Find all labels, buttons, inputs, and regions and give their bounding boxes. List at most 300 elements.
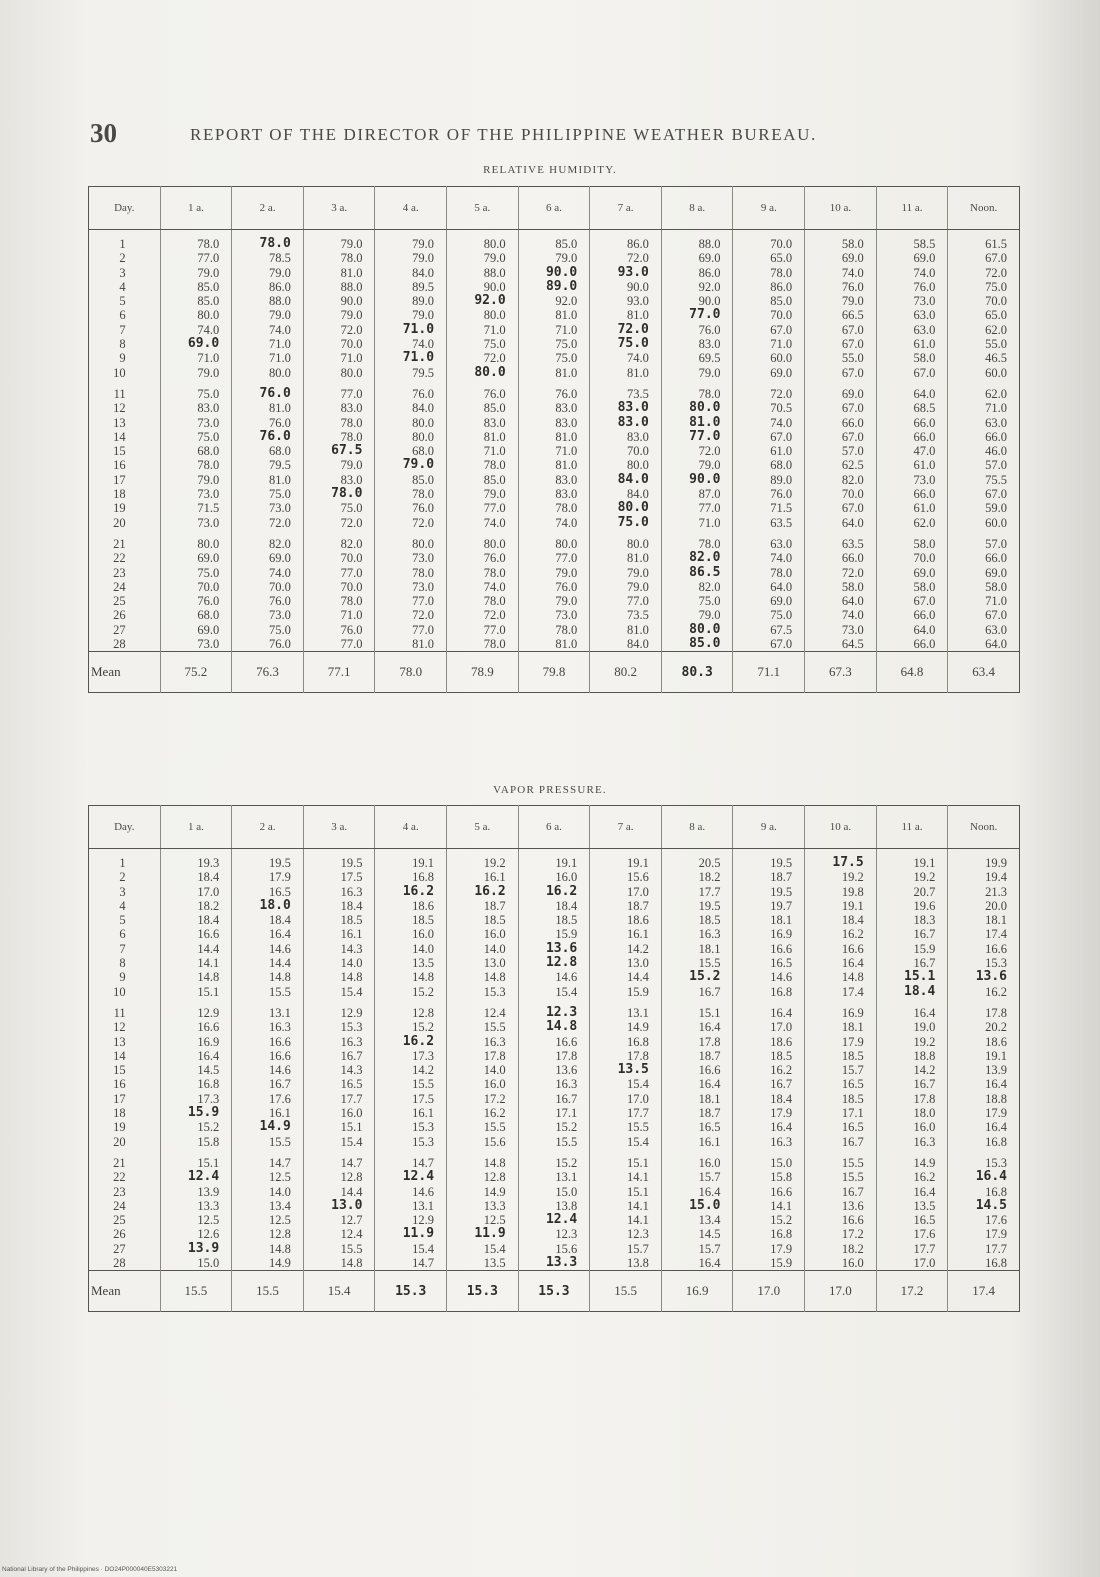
table-cell: 14.0 (340, 956, 363, 971)
table-cell: 79.0 (412, 308, 435, 323)
table-cell: 75.0 (985, 279, 1007, 294)
table-cell: 15.3 (985, 1155, 1007, 1170)
table-cell: 14.1 (627, 1198, 649, 1213)
mean-value: 17.0 (805, 1271, 877, 1312)
table-cell: 16.1 (412, 1106, 435, 1121)
table-cell: 76.0 (259, 428, 291, 444)
table-cell: 75.5 (985, 472, 1007, 487)
table-cell: 12.4 (483, 1005, 506, 1020)
column-header: 11 a. (876, 806, 948, 849)
table-cell: 16.6 (770, 941, 793, 956)
table-cell: 16.4 (985, 1120, 1007, 1135)
table-cell: 71.0 (985, 401, 1007, 416)
table-cell: 64.0 (770, 579, 793, 594)
table-cell: 16.8 (985, 1184, 1007, 1199)
table-cell: 75.0 (555, 351, 578, 366)
table-cell: 16.1 (268, 1106, 291, 1121)
table-cell: 15.4 (555, 984, 578, 999)
table-cell: 14.6 (555, 970, 578, 985)
mean-value: 76.3 (232, 652, 304, 693)
table-cell: 14.8 (340, 970, 363, 985)
table-cell: 74.0 (483, 515, 506, 530)
table-cell: 85.0 (197, 294, 220, 309)
table-cell: 72.0 (340, 322, 363, 337)
table-cell: 15.2 (770, 1213, 793, 1228)
table-cell: 17.7 (340, 1091, 363, 1106)
table-cell: 74.0 (483, 579, 506, 594)
table-cell: 17.2 (841, 1227, 864, 1242)
day-number: 15 (113, 1063, 126, 1078)
table-cell: 79.0 (698, 365, 721, 380)
table-cell: 19.2 (913, 1034, 936, 1049)
table-cell: 16.2 (474, 883, 506, 899)
table-cell: 15.5 (698, 956, 721, 971)
table-cell: 73.0 (913, 472, 936, 487)
table-cell: 17.2 (483, 1091, 506, 1106)
table-cell: 79.5 (412, 365, 435, 380)
table-cell: 66.0 (985, 551, 1007, 566)
column-header: 9 a. (733, 187, 805, 230)
table-cell: 18.1 (985, 913, 1007, 928)
table-cell: 75.0 (698, 594, 721, 609)
table-cell: 16.6 (841, 941, 864, 956)
day-number: 24 (113, 579, 126, 594)
table-cell: 64.0 (913, 386, 936, 401)
table-cell: 77.0 (412, 622, 435, 637)
table-cell: 12.4 (187, 1169, 220, 1185)
day-number: 8 (119, 956, 126, 971)
table-cell: 16.8 (770, 984, 793, 999)
table-cell: 12.8 (340, 1170, 363, 1185)
table-cell: 66.0 (913, 415, 936, 430)
day-number: 28 (113, 637, 126, 652)
hour-column (303, 849, 375, 1271)
table-cell: 15.6 (483, 1134, 506, 1149)
table-cell: 16.7 (913, 1077, 936, 1092)
day-number: 13 (113, 1034, 126, 1049)
table-cell: 16.3 (698, 927, 721, 942)
table-cell: 77.0 (483, 501, 506, 516)
table-cell: 13.1 (412, 1198, 435, 1213)
table-cell: 16.8 (197, 1077, 220, 1092)
table-cell: 74.0 (913, 265, 936, 280)
table-cell: 65.0 (985, 308, 1007, 323)
table-cell: 13.0 (331, 1197, 363, 1213)
table-cell: 46.5 (985, 351, 1007, 366)
table-cell: 79.0 (340, 458, 363, 473)
table-cell: 88.0 (698, 237, 721, 251)
table-cell: 77.0 (698, 501, 721, 516)
table-cell: 14.4 (627, 970, 649, 985)
table-cell: 75.0 (197, 565, 220, 580)
table-cell: 17.8 (483, 1048, 506, 1063)
column-header: 3 a. (303, 806, 375, 849)
table-cell: 76.0 (555, 386, 578, 401)
day-number: 14 (113, 429, 126, 444)
hour-column (805, 849, 877, 1271)
table-cell: 12.8 (483, 1170, 506, 1185)
table-cell: 76.0 (268, 594, 291, 609)
table-cell: 13.8 (555, 1198, 578, 1213)
table-cell: 58.0 (841, 237, 864, 251)
table-cell: 72.0 (340, 515, 363, 530)
table-cell: 80.0 (197, 536, 220, 551)
table-cell: 66.0 (841, 551, 864, 566)
table-cell: 64.0 (841, 594, 864, 609)
table-cell: 69.0 (985, 565, 1007, 580)
table-cell: 71.0 (483, 322, 506, 337)
table-cell: 78.0 (483, 637, 506, 652)
table-cell: 71.0 (268, 337, 291, 352)
table-cell: 17.7 (698, 884, 721, 899)
table-cell: 13.4 (698, 1213, 721, 1228)
table-cell: 73.0 (555, 608, 578, 623)
table-cell: 69.0 (187, 336, 220, 352)
relative-humidity-title: RELATIVE HUMIDITY. (483, 164, 617, 176)
table-cell: 93.0 (627, 294, 649, 309)
table-cell: 63.0 (985, 415, 1007, 430)
table-cell: 70.0 (770, 237, 793, 251)
day-number: 5 (119, 294, 126, 309)
table-cell: 16.0 (698, 1155, 721, 1170)
table-cell: 63.5 (770, 515, 793, 530)
table-cell: 12.4 (340, 1227, 363, 1242)
table-cell: 71.0 (555, 444, 578, 459)
table-cell: 58.0 (913, 351, 936, 366)
table-cell: 15.0 (555, 1184, 578, 1199)
day-number: 25 (113, 1213, 126, 1228)
table-cell: 16.5 (913, 1213, 936, 1228)
table-cell: 18.4 (904, 983, 936, 999)
table-cell: 14.2 (627, 941, 649, 956)
table-cell: 79.0 (841, 294, 864, 309)
table-cell: 79.0 (483, 487, 506, 502)
table-cell: 83.0 (617, 414, 649, 430)
table-cell: 71.5 (197, 501, 220, 516)
day-number: 20 (113, 515, 126, 530)
table-cell: 17.5 (340, 870, 363, 885)
table-cell: 57.0 (841, 444, 864, 459)
table-cell: 15.1 (627, 1155, 649, 1170)
table-cell: 15.4 (627, 1134, 649, 1149)
table-cell: 73.0 (197, 515, 220, 530)
table-cell: 85.0 (483, 472, 506, 487)
table-cell: 76.0 (259, 385, 291, 401)
table-cell: 14.1 (770, 1198, 793, 1213)
day-number: 27 (113, 622, 126, 637)
table-cell: 74.0 (197, 322, 220, 337)
table-cell: 80.0 (412, 429, 435, 444)
table-cell: 55.0 (841, 351, 864, 366)
table-cell: 16.0 (340, 1106, 363, 1121)
table-cell: 14.1 (197, 956, 220, 971)
column-header: 9 a. (733, 806, 805, 849)
table-cell: 14.3 (340, 941, 363, 956)
day-number: 1 (119, 856, 126, 870)
table-cell: 69.5 (698, 351, 721, 366)
hour-column (590, 230, 662, 652)
table-cell: 14.9 (913, 1155, 936, 1170)
table-cell: 73.0 (268, 501, 291, 516)
table-cell: 16.3 (913, 1134, 936, 1149)
mean-value: 15.5 (590, 1271, 662, 1312)
table-cell: 16.1 (627, 927, 649, 942)
table-cell: 13.9 (187, 1240, 220, 1256)
table-cell: 18.3 (913, 913, 936, 928)
table-cell: 80.0 (689, 621, 721, 637)
table-cell: 18.6 (985, 1034, 1007, 1049)
table-cell: 87.0 (698, 487, 721, 502)
table-cell: 19.9 (985, 856, 1007, 870)
table-cell: 64.5 (841, 637, 864, 652)
table-cell: 15.5 (268, 1134, 291, 1149)
table-cell: 15.4 (340, 1134, 363, 1149)
column-header: 1 a. (160, 187, 232, 230)
mean-value: 77.1 (303, 652, 375, 693)
table-cell: 12.9 (412, 1213, 435, 1228)
hour-column (661, 230, 733, 652)
column-header: 2 a. (232, 806, 304, 849)
table-cell: 81.0 (555, 637, 578, 652)
table-cell: 81.0 (340, 265, 363, 280)
table-cell: 15.9 (555, 927, 578, 942)
table-cell: 75.0 (268, 622, 291, 637)
table-cell: 19.1 (985, 1048, 1007, 1063)
table-cell: 74.0 (841, 608, 864, 623)
table-cell: 12.3 (545, 1004, 578, 1020)
column-header: 8 a. (661, 806, 733, 849)
table-cell: 15.3 (412, 1120, 435, 1135)
table-cell: 16.0 (841, 1256, 864, 1271)
table-cell: 60.0 (985, 515, 1007, 530)
day-number: 8 (119, 337, 126, 352)
table-cell: 57.0 (985, 536, 1007, 551)
table-cell: 78.0 (555, 501, 578, 516)
table-cell: 70.0 (340, 337, 363, 352)
hour-column (447, 849, 519, 1271)
table-cell: 17.0 (913, 1256, 936, 1271)
table-cell: 72.0 (412, 515, 435, 530)
table-cell: 79.0 (698, 458, 721, 473)
table-cell: 79.0 (555, 594, 578, 609)
table-cell: 69.0 (913, 251, 936, 266)
table-cell: 15.5 (268, 984, 291, 999)
table-cell: 80.0 (340, 365, 363, 380)
table-cell: 14.0 (483, 941, 506, 956)
column-header: 6 a. (518, 187, 590, 230)
hour-column (876, 230, 948, 652)
table-cell: 19.5 (268, 856, 291, 870)
table-cell: 47.0 (913, 444, 936, 459)
table-cell: 67.5 (331, 443, 363, 459)
table-cell: 74.0 (268, 322, 291, 337)
day-number: 9 (119, 970, 126, 985)
table-cell: 18.6 (770, 1034, 793, 1049)
day-number: 25 (113, 594, 126, 609)
mean-value: 16.9 (661, 1271, 733, 1312)
table-cell: 90.0 (340, 294, 363, 309)
table-cell: 15.9 (187, 1105, 220, 1121)
table-cell: 16.6 (268, 1034, 291, 1049)
table-cell: 11.9 (402, 1226, 435, 1242)
table-cell: 16.1 (340, 927, 363, 942)
table-cell: 70.0 (268, 579, 291, 594)
day-column (89, 849, 161, 1271)
column-header: Noon. (948, 187, 1020, 230)
day-number: 26 (113, 1227, 126, 1242)
table-cell: 76.0 (412, 386, 435, 401)
table-cell: 16.5 (770, 956, 793, 971)
table-cell: 75.0 (197, 429, 220, 444)
table-cell: 16.6 (698, 1063, 721, 1078)
table-cell: 86.0 (698, 265, 721, 280)
table-cell: 84.0 (617, 471, 649, 487)
table-cell: 62.0 (913, 515, 936, 530)
hour-column (518, 849, 590, 1271)
table-cell: 72.0 (770, 386, 793, 401)
table-cell: 15.4 (412, 1241, 435, 1256)
day-number: 16 (113, 458, 126, 473)
table-cell: 14.7 (340, 1155, 363, 1170)
day-number: 21 (113, 1155, 126, 1170)
table-cell: 82.0 (268, 536, 291, 551)
table-cell: 17.4 (985, 927, 1007, 942)
table-cell: 86.0 (268, 279, 291, 294)
table-cell: 71.0 (698, 515, 721, 530)
table-cell: 69.0 (841, 386, 864, 401)
table-cell: 14.8 (545, 1019, 578, 1035)
column-header: 1 a. (160, 806, 232, 849)
hour-column (447, 230, 519, 652)
table-cell: 84.0 (412, 265, 435, 280)
table-cell: 16.7 (841, 1134, 864, 1149)
day-number: 9 (119, 351, 126, 366)
table-cell: 14.7 (412, 1155, 435, 1170)
table-cell: 16.0 (412, 927, 435, 942)
table-cell: 77.0 (412, 594, 435, 609)
table-cell: 78.0 (412, 565, 435, 580)
table-cell: 79.0 (627, 565, 649, 580)
table-cell: 19.2 (913, 870, 936, 885)
table-cell: 16.4 (197, 1048, 220, 1063)
table-cell: 90.0 (698, 294, 721, 309)
table-cell: 78.0 (340, 251, 363, 266)
table-cell: 83.0 (698, 337, 721, 352)
day-number: 2 (119, 870, 126, 885)
hour-column (303, 230, 375, 652)
table-cell: 17.0 (197, 884, 220, 899)
table-cell: 17.9 (268, 870, 291, 885)
table-cell: 19.2 (841, 870, 864, 885)
table-cell: 85.0 (412, 472, 435, 487)
day-number: 17 (113, 472, 126, 487)
table-cell: 71.0 (340, 608, 363, 623)
table-cell: 75.0 (268, 487, 291, 502)
table-cell: 18.5 (841, 1091, 864, 1106)
table-cell: 14.2 (412, 1063, 435, 1078)
table-cell: 89.0 (545, 278, 578, 294)
table-cell: 16.8 (770, 1227, 793, 1242)
mean-value: 15.5 (160, 1271, 232, 1312)
table-cell: 79.0 (412, 251, 435, 266)
table-cell: 79.0 (698, 608, 721, 623)
hour-column (232, 849, 304, 1271)
table-cell: 15.2 (412, 1020, 435, 1035)
table-cell: 81.0 (627, 551, 649, 566)
table-cell: 15.0 (197, 1256, 220, 1271)
table-cell: 58.5 (913, 237, 936, 251)
table-cell: 14.4 (197, 941, 220, 956)
table-cell: 83.0 (340, 401, 363, 416)
table-cell: 92.0 (698, 279, 721, 294)
table-cell: 85.0 (689, 636, 721, 652)
table-cell: 16.3 (555, 1077, 578, 1092)
table-cell: 19.0 (913, 1020, 936, 1035)
hour-column (661, 849, 733, 1271)
table-cell: 80.0 (474, 364, 506, 380)
table-cell: 14.8 (197, 970, 220, 985)
table-cell: 83.0 (627, 429, 649, 444)
column-header: 8 a. (661, 187, 733, 230)
table-cell: 18.5 (483, 913, 506, 928)
table-cell: 18.5 (555, 913, 578, 928)
table-cell: 80.0 (483, 536, 506, 551)
table-cell: 16.1 (483, 870, 506, 885)
table-cell: 62.0 (985, 322, 1007, 337)
table-cell: 20.5 (698, 856, 721, 870)
table-cell: 69.0 (268, 551, 291, 566)
table-cell: 12.5 (483, 1213, 506, 1228)
table-cell: 16.7 (913, 956, 936, 971)
table-cell: 66.0 (913, 429, 936, 444)
table-cell: 17.3 (197, 1091, 220, 1106)
day-number: 16 (113, 1077, 126, 1092)
table-cell: 15.8 (770, 1170, 793, 1185)
table-cell: 18.4 (555, 898, 578, 913)
table-cell: 63.0 (985, 622, 1007, 637)
table-cell: 68.0 (197, 444, 220, 459)
table-cell: 89.0 (770, 472, 793, 487)
day-number: 26 (113, 608, 126, 623)
table-cell: 14.5 (197, 1063, 220, 1078)
table-cell: 80.0 (627, 458, 649, 473)
hour-column (232, 230, 304, 652)
table-cell: 18.2 (698, 870, 721, 885)
table-cell: 18.5 (340, 913, 363, 928)
table-cell: 17.9 (985, 1227, 1007, 1242)
table-cell: 67.0 (841, 401, 864, 416)
table-cell: 58.0 (913, 579, 936, 594)
table-cell: 81.0 (555, 429, 578, 444)
table-cell: 80.0 (412, 415, 435, 430)
table-cell: 70.5 (770, 401, 793, 416)
mean-value: 71.1 (733, 652, 805, 693)
mean-label: Mean (89, 1271, 161, 1312)
table-cell: 92.0 (474, 293, 506, 309)
table-cell: 67.0 (770, 322, 793, 337)
day-number: 11 (113, 1005, 126, 1020)
table-cell: 13.5 (412, 956, 435, 971)
table-cell: 76.0 (483, 551, 506, 566)
table-cell: 62.5 (841, 458, 864, 473)
table-cell: 11.9 (474, 1226, 506, 1242)
table-cell: 60.0 (770, 351, 793, 366)
table-cell: 74.0 (770, 551, 793, 566)
table-cell: 12.3 (627, 1227, 649, 1242)
table-cell: 14.3 (340, 1063, 363, 1078)
table-cell: 16.5 (340, 1077, 363, 1092)
table-cell: 19.1 (412, 856, 435, 870)
